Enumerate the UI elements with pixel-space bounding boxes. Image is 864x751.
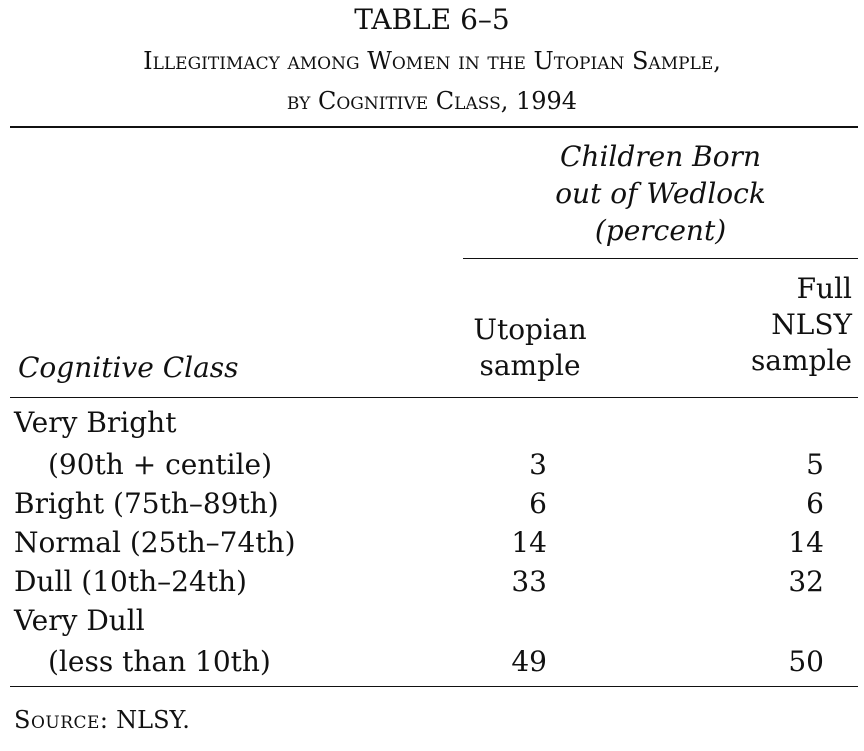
source-text: NLSY. — [116, 706, 190, 734]
table-row — [0, 446, 864, 484]
row-label: Very Bright — [14, 406, 177, 439]
utopian-value: 14 — [511, 526, 547, 559]
utopian-value: 49 — [511, 645, 547, 678]
utopian-header-line-2: sample — [479, 349, 581, 382]
row-label: (90th + centile) — [48, 448, 273, 481]
table-title-line-2: by Cognitive Class, 1994 — [286, 87, 578, 115]
row-label: (less than 10th) — [48, 645, 271, 678]
table-row — [0, 404, 864, 442]
top-rule — [10, 126, 858, 128]
nlsy-header-line-3: sample — [750, 344, 852, 377]
spanner-line-3: (percent) — [594, 214, 727, 247]
nlsy-value: 32 — [788, 565, 824, 598]
table-row — [0, 524, 864, 562]
bottom-rule — [10, 686, 858, 687]
table-row — [0, 602, 864, 640]
spanner-rule — [463, 258, 858, 259]
column-spanner-header — [463, 138, 858, 249]
source-label: Source: — [14, 706, 109, 734]
stub-header: Cognitive Class — [18, 351, 239, 384]
column-header-utopian — [440, 312, 620, 384]
nlsy-value: 6 — [806, 487, 824, 520]
nlsy-header-line-1: Full — [796, 272, 852, 305]
row-label: Normal (25th–74th) — [14, 526, 296, 559]
spanner-line-1: Children Born — [559, 140, 762, 173]
table-row — [0, 485, 864, 523]
utopian-header-line-1: Utopian — [473, 313, 587, 346]
table-row — [0, 563, 864, 601]
utopian-value: 3 — [529, 448, 547, 481]
spanner-line-2: out of Wedlock — [555, 177, 766, 210]
source-note — [14, 702, 190, 738]
table-title-line-1: Illegitimacy among Women in the Utopian Sample, — [143, 47, 721, 75]
utopian-value: 6 — [529, 487, 547, 520]
utopian-value: 33 — [511, 565, 547, 598]
row-label: Very Dull — [14, 604, 145, 637]
nlsy-header-line-2: NLSY — [771, 308, 852, 341]
row-label: Dull (10th–24th) — [14, 565, 247, 598]
nlsy-value: 14 — [788, 526, 824, 559]
row-label: Bright (75th–89th) — [14, 487, 279, 520]
nlsy-value: 50 — [788, 645, 824, 678]
header-rule — [10, 397, 858, 398]
nlsy-value: 5 — [806, 448, 824, 481]
table-row — [0, 643, 864, 681]
table-number: TABLE 6–5 — [354, 3, 510, 36]
column-header-nlsy — [702, 271, 852, 379]
